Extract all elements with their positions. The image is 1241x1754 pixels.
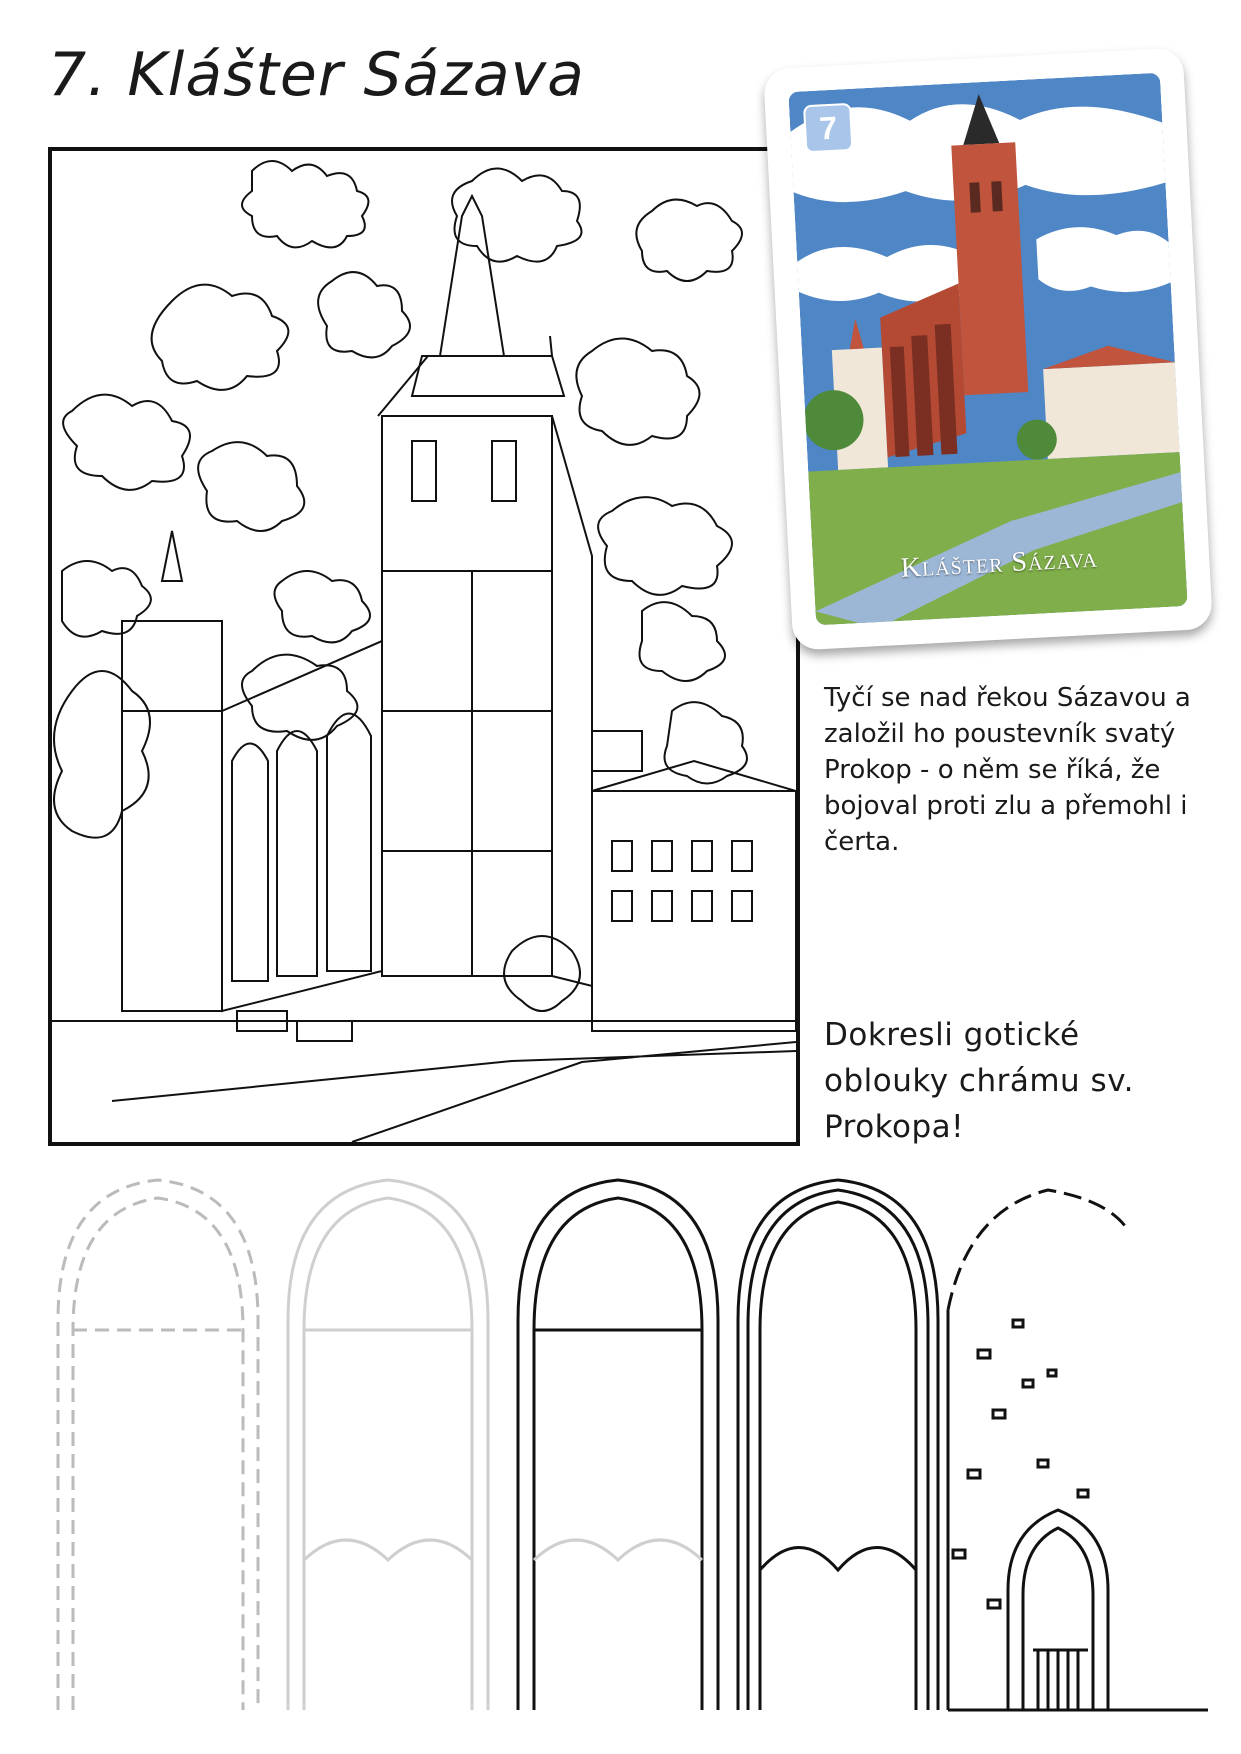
card-caption: Klášter Sázava [899, 542, 1099, 584]
coloring-picture [48, 147, 800, 1146]
arch-dashed [58, 1180, 258, 1710]
arch-outline [518, 1180, 718, 1710]
sazava-card [763, 47, 1213, 650]
description-text: Tyčí se nad řekou Sázavou a založil ho poustevník svatý Prokop - o něm se říká, že bojoval proti zlu a přemohl i čerta. [824, 683, 1191, 857]
card-illustration [788, 73, 1187, 626]
arch-light [288, 1180, 488, 1710]
card-number-badge: 7 [803, 103, 853, 153]
arch-double [738, 1180, 938, 1710]
arch-ruin [948, 1190, 1208, 1710]
card-frame [763, 47, 1213, 650]
page-title: 7. Klášter Sázava [48, 40, 585, 110]
arch-tracing-exercise [48, 1170, 1208, 1730]
arches-drawing [48, 1170, 1208, 1730]
task-instruction: Dokresli gotické oblouky chrámu sv. Prokopa! [824, 1017, 1134, 1145]
coloring-illustration [52, 151, 796, 1142]
